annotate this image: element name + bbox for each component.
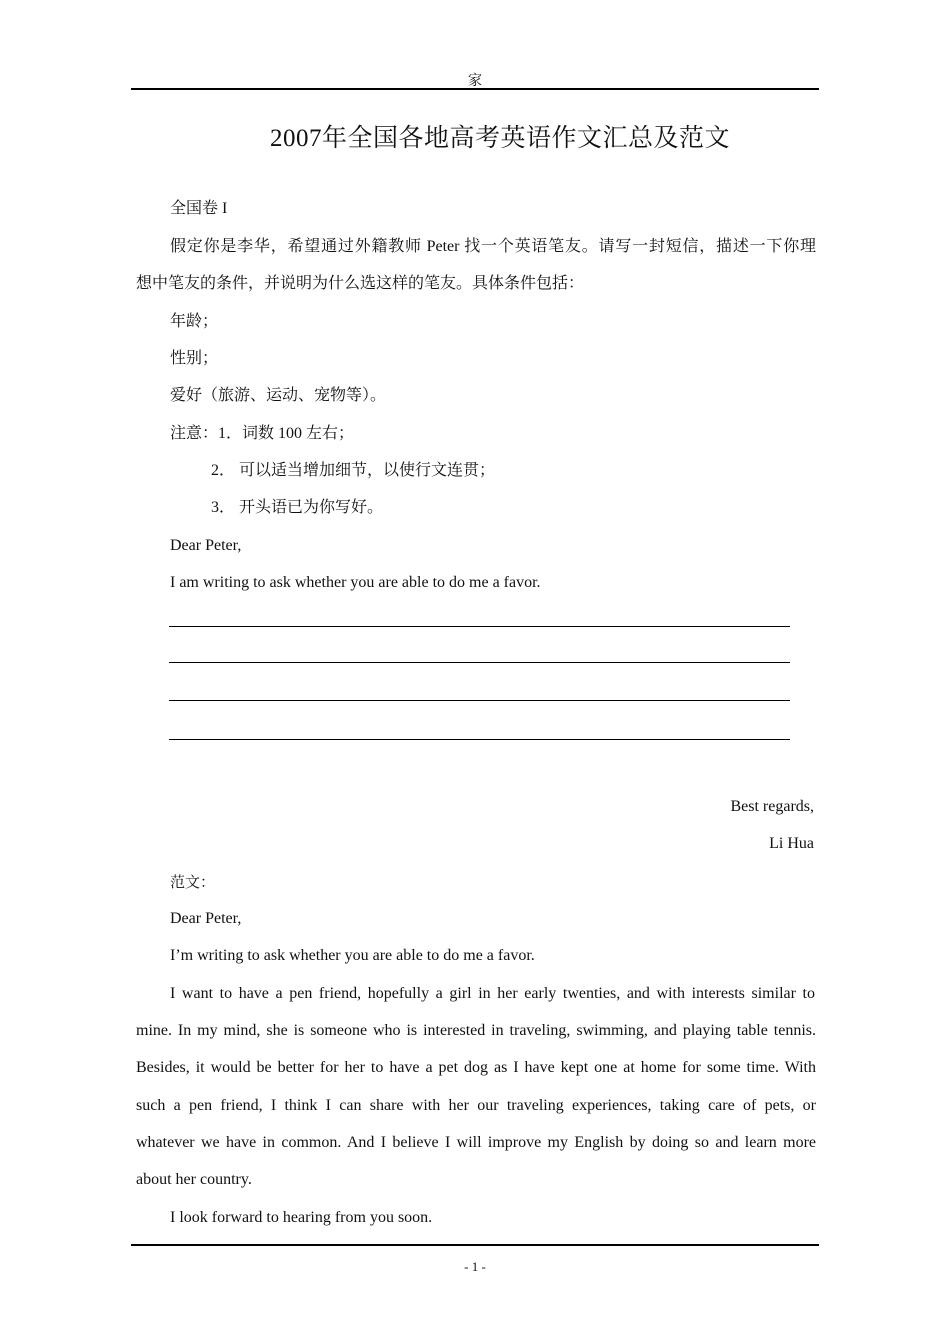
answer-blank-line [169, 739, 790, 740]
note-item: 注意：1．词数 100 左右； [170, 425, 355, 442]
letter-closing: Best regards, [730, 798, 814, 815]
letter-opening: I am writing to ask whether you are able to do me a favor. [170, 574, 541, 591]
sample-body-line: Besides, it would be better for her to have a pet dog as I have kept one at home for some time. With [136, 1059, 816, 1076]
answer-blank-line [169, 700, 790, 701]
letter-signature: Li Hua [769, 835, 814, 852]
answer-blank-line [169, 662, 790, 663]
sample-closing-line: I look forward to hearing from you soon. [170, 1209, 433, 1226]
header-rule [131, 88, 819, 90]
sample-body-line: mine. In my mind, she is someone who is interested in traveling, swimming, and playing table tennis. [136, 1022, 816, 1039]
sample-body-line: I want to have a pen friend, hopefully a girl in her early twenties, and with interests similar to [170, 985, 815, 1002]
sample-label: 范文： [170, 873, 216, 891]
running-header: 家 [468, 74, 482, 89]
task-intro-line-2: 想中笔友的条件，并说明为什么选这样的笔友。具体条件包括： [136, 275, 585, 292]
sample-body-line: about her country. [136, 1171, 252, 1188]
answer-blank-line [169, 626, 790, 627]
condition-item: 爱好（旅游、运动、宠物等）。 [170, 387, 387, 404]
letter-salutation: Dear Peter, [170, 537, 242, 554]
sample-body-line: such a pen friend, I think I can share with her our traveling experiences, taking care of pets, or [136, 1097, 816, 1114]
sample-salutation: Dear Peter, [170, 910, 242, 927]
page-number: - 1 - [464, 1259, 486, 1274]
condition-item: 年龄； [170, 313, 219, 330]
note-item: 2． 可以适当增加细节，以使行文连贯； [211, 462, 496, 479]
footer-rule [131, 1244, 819, 1246]
sample-body-line: whatever we have in common. And I believe I will improve my English by doing so and learn more [136, 1134, 816, 1151]
condition-item: 性别； [170, 350, 219, 367]
section-label: 全国卷 I [170, 200, 228, 217]
task-intro-line-1: 假定你是李华，希望通过外籍教师 Peter 找一个英语笔友。请写一封短信，描述一下你理 [170, 238, 816, 255]
document-title: 2007年全国各地高考英语作文汇总及范文 [269, 125, 730, 152]
note-item: 3． 开头语已为你写好。 [211, 499, 384, 516]
sample-opening: I’m writing to ask whether you are able to do me a favor. [170, 947, 535, 964]
